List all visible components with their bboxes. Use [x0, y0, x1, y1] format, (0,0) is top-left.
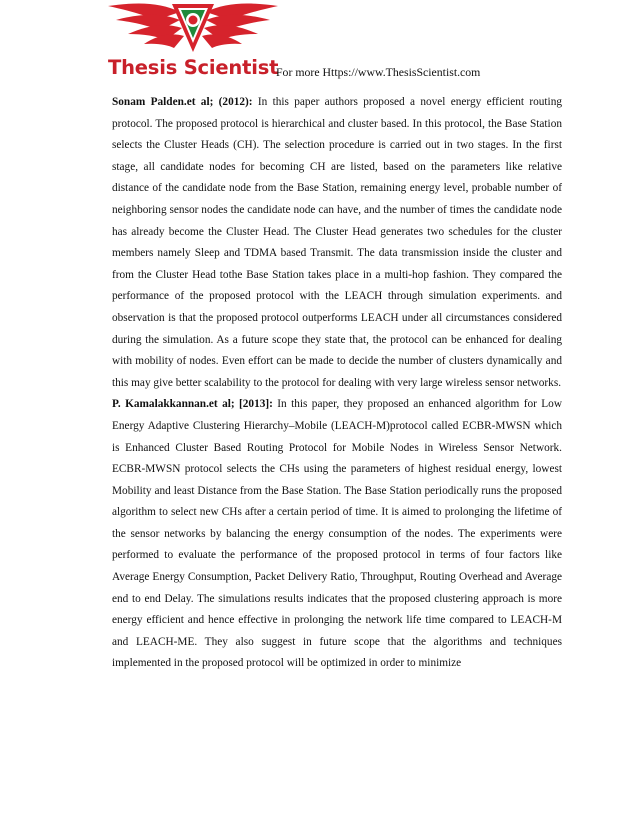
citation-author: P. Kamalakkannan.et al; [2013]:	[112, 398, 273, 411]
thesis-scientist-logo	[108, 0, 278, 86]
website-link[interactable]: For more Https://www.ThesisScientist.com	[276, 65, 481, 79]
paragraph-palden	[112, 92, 562, 394]
page-header	[0, 0, 638, 88]
citation-author: Sonam Palden.et al; (2012):	[112, 96, 253, 108]
paragraph-text: In this paper authors proposed a novel energy efficient routing protocol. The proposed protocol is hierarchical and cluster based. In this protocol, the Base Station selects the Cluster Heads (CH). The selection procedure is carried out in two stages. In the first stage, all candidate nodes for becoming CH are listed, based on the parameters like relative distance of the candidate node from the Base Station, remaining energy level, probable number of neighboring sensor nodes the candidate node can have, and the number of times the candidate node has already become the Cluster Head. The Cluster Head generates two schedules for the cluster members namely Sleep and TDMA based Transmit. The data transmission inside the cluster and from the Cluster Head tothe Base Station takes place in a multi-hop fashion. They compared the performance of the proposed protocol with the LEACH through simulation experiments. and observation is that the proposed protocol outperforms LEACH under all circumstances considered during the simulation. As a future scope they state that, the protocol can be enhanced for dealing with mobility of nodes. Even effort can be made to decide the number of clusters dynamically and this may give better scalability to the protocol for dealing with very large wireless sensor networks.	[112, 96, 562, 389]
paragraph-text: In this paper, they proposed an enhanced algorithm for Low Energy Adaptive Clustering Hierarchy–Mobile (LEACH-M)protocol called ECBR-MWSN which is Enhanced Cluster Based Routing Protocol for Mobile Nodes in Wireless Sensor Network. ECBR-MWSN protocol selects the CHs using the parameters of highest residual energy, lowest Mobility and least Distance from the Base Station. The Base Station periodically runs the proposed algorithm to select new CHs after a certain period of time. It is aimed to prolonging the lifetime of the sensor networks by balancing the energy consumption of the nodes. The experiments were performed to evaluate the performance of the proposed protocol in terms of four factors like Average Energy Consumption, Packet Delivery Ratio, Throughput, Routing Overhead and Average end to end Delay. The simulations results indicates that the proposed clustering approach is more energy efficient and hence effective in prolonging the network life time compared to LEACH-M and LEACH-ME. They also suggest in future scope that the algorithms and techniques implemented in the proposed protocol will be optimized in order to minimize	[112, 398, 562, 670]
winged-shield-logo-icon	[108, 0, 278, 58]
paragraph-kamalakkannan	[112, 394, 562, 675]
logo-text: Thesis Scientist	[108, 56, 279, 79]
document-body	[112, 92, 562, 675]
